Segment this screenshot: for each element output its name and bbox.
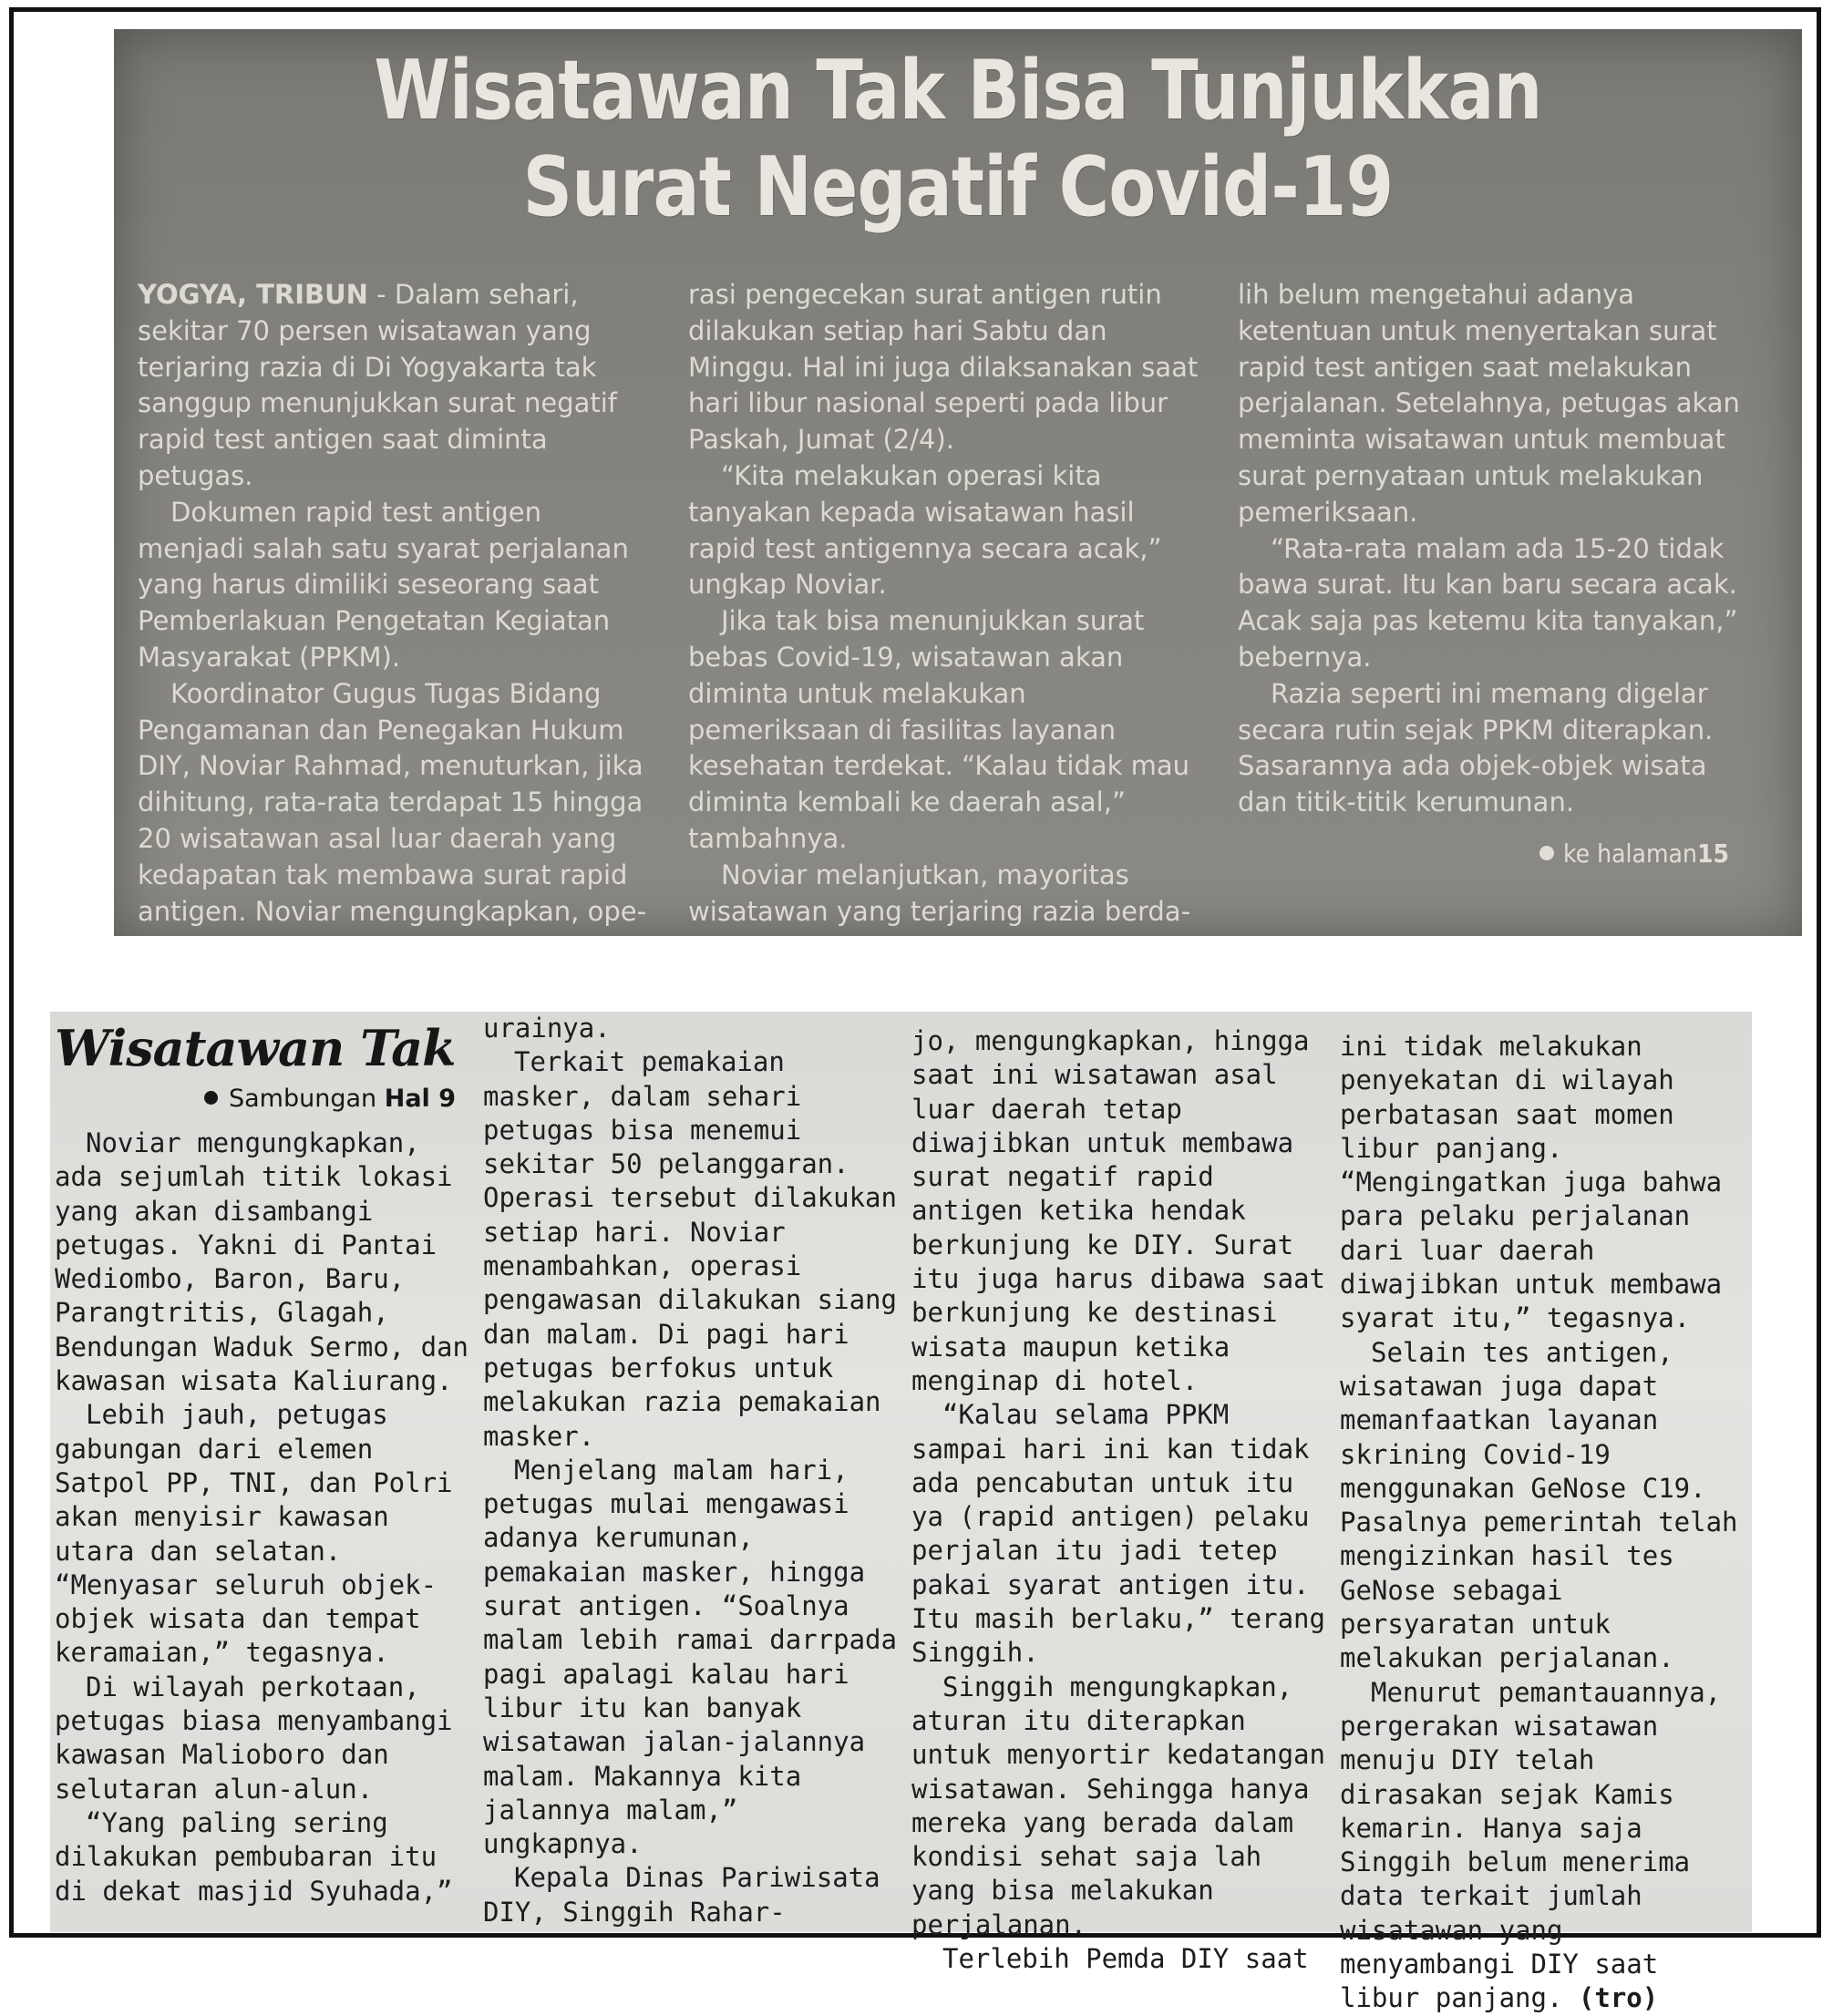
bottom-paragraph: Menjelang malam hari, petugas mulai mengawasi adanya kerumunan, pemakaian masker, hingga surat antigen. “Soalnya malam lebih ramai darrpada pagi apalagi kalau hari libur itu kan banyak wisatawan jalan-jalannya malam. Makannya kita jalannya malam,” ungkapnya.: [483, 1454, 897, 1860]
top-paragraph: Razia seperti ini memang digelar secara rutin sejak PPKM diterapkan. Sasarannya ada objek-objek wisata dan titik-titik kerumunan.: [1238, 677, 1714, 818]
continued-on-page: [1539, 838, 1729, 869]
top-paragraph: rasi pengecekan surat antigen rutin dilakukan setiap hari Sabtu dan Minggu. Hal ini juga dilaksanakan saat hari libur nasional seperti pada libur Paskah, Jumat (2/4).: [688, 279, 1199, 456]
bottom-paragraph: “Yang paling sering dilakukan pembubaran itu di dekat masjid Syuhada,”: [55, 1806, 453, 1907]
top-paragraph: Noviar melanjutkan, mayoritas wisatawan yang terjaring razia berda-: [688, 859, 1191, 927]
bottom-column-1: [55, 1126, 483, 1908]
author-signoff: (tro): [1578, 1982, 1659, 2014]
kicker-subtitle: [55, 1085, 456, 1113]
bottom-paragraph: ini tidak melakukan penyekatan di wilayah perbatasan saat momen libur panjang. “Mengingatkan juga bahwa para pelaku perjalanan dari luar daerah diwajibkan untuk membawa syarat itu,” tegasnya.: [1340, 1031, 1723, 1334]
bottom-paragraph: Selain tes antigen, wisatawan juga dapat memanfaatkan layanan skrining Covid-19 menggunakan GeNose C19. Pasalnya pemerintah telah mengizinkan hasil tes GeNose sebagai persyaratan untuk melakukan perjalanan.: [1340, 1336, 1738, 1674]
headline-line-2: Surat Negatif Covid-19: [522, 139, 1394, 235]
bottom-paragraph: Noviar mengungkapkan, ada sejumlah titik lokasi yang akan disambangi petugas. Yakni di Pantai Wediombo, Baron, Baru, Parangtritis, Glagah, Bendungan Waduk Sermo, dan kawasan wisata Kaliurang.: [55, 1127, 468, 1397]
top-paragraph: Koordinator Gugus Tugas Bidang Pengamanan dan Penegakan Hukum DIY, Noviar Rahmad, menuturkan, jika dihitung, rata-rata terdapat 15 hingga 20 wisatawan asal luar daerah yang kedapatan tak membawa surat rapid antigen. Noviar mengungkapkan, ope-: [138, 677, 647, 927]
continued-label: ke halaman: [1563, 838, 1697, 869]
kicker-title: Wisatawan Tak: [55, 1019, 456, 1077]
continuation-kicker: [55, 1012, 483, 1113]
top-paragraph: [138, 277, 655, 495]
bottom-paragraph: Lebih jauh, petugas gabungan dari elemen Satpol PP, TNI, dan Polri akan menyisir kawasan utara dan selatan. “Menyasar seluruh objek-objek wisata dan tempat keramaian,” tegasnya.: [55, 1399, 453, 1669]
bottom-paragraph: jo, mengungkapkan, hingga saat ini wisatawan asal luar daerah tetap diwajibkan untuk membawa surat negatif rapid antigen ketika hendak berkunjung ke DIY. Surat itu juga harus dibawa saat berkunjung ke destinasi wisata maupun ketika menginap di hotel.: [911, 1025, 1325, 1396]
kicker-label: Sambungan: [228, 1085, 377, 1113]
top-column-3: [1238, 277, 1757, 821]
bottom-paragraph: urainya.: [483, 1013, 611, 1044]
bullet-icon: [204, 1091, 218, 1105]
bottom-column-2: [483, 1012, 898, 1929]
top-column-2: [688, 277, 1206, 930]
bottom-column-4: [1340, 1030, 1750, 2016]
bottom-paragraph: Terkait pemakaian masker, dalam sehari petugas bisa menemui sekitar 50 pelanggaran. Operasi tersebut dilakukan setiap hari. Noviar menambahkan, operasi pengawasan dilakukan siang dan malam. Di pagi hari petugas berfokus untuk melakukan razia pemakaian masker.: [483, 1046, 897, 1452]
top-clipping: [114, 29, 1802, 936]
kicker-page: Hal 9: [384, 1085, 456, 1113]
headline-line-1: Wisatawan Tak Bisa Tunjukkan: [374, 43, 1542, 139]
dateline: YOGYA, TRIBUN: [138, 279, 368, 310]
top-paragraph: Dokumen rapid test antigen menjadi salah satu syarat perjalanan yang harus dimiliki seseorang saat Pemberlakuan Pengetatan Kegiatan Masyarakat (PPKM).: [138, 496, 629, 673]
top-paragraph: Jika tak bisa menunjukkan surat bebas Covid-19, wisatawan akan diminta untuk melakukan pemeriksaan di fasilitas layanan kesehatan terdekat. “Kalau tidak mau diminta kembali ke daerah asal,” tambahnya.: [688, 605, 1190, 854]
headline: [114, 43, 1802, 235]
top-paragraph: lih belum mengetahui adanya ketentuan untuk menyertakan surat rapid test antigen saat melakukan perjalanan. Setelahnya, petugas akan meminta wisatawan untuk membuat surat pernyataan untuk melakukan pemeriksaan.: [1238, 279, 1740, 528]
bottom-paragraph: [1340, 1676, 1750, 2016]
top-paragraph: “Rata-rata malam ada 15-20 tidak bawa surat. Itu kan baru secara acak. Acak saja pas ketemu kita tanyakan,” bebernya.: [1238, 532, 1738, 673]
top-paragraph: “Kita melakukan operasi kita tanyakan kepada wisatawan hasil rapid test antigennya secara acak,” ungkap Noviar.: [688, 459, 1162, 601]
bullet-icon: [1539, 846, 1554, 860]
paragraph-text: Menurut pemantauannya, pergerakan wisatawan menuju DIY telah dirasakan sejak Kamis kemarin. Hanya saja Singgih belum menerima data terkait jumlah wisatawan yang menyambangi DIY saat libur panjang.: [1340, 1676, 1722, 2014]
top-column-1: [138, 277, 655, 930]
bottom-clipping: [50, 1012, 1752, 2014]
continued-page-number: 15: [1696, 838, 1729, 869]
paragraph-text: - Dalam sehari, sekitar 70 persen wisatawan yang terjaring razia di Di Yogyakarta tak sanggup menunjukkan surat negatif rapid test antigen saat diminta petugas.: [138, 279, 618, 491]
bottom-paragraph: Terlebih Pemda DIY saat: [942, 1943, 1309, 1975]
bottom-paragraph: Di wilayah perkotaan, petugas biasa menyambangi kawasan Malioboro dan selutaran alun-alun.: [55, 1671, 453, 1805]
bottom-column-3: [911, 1024, 1335, 1976]
bottom-paragraph: Singgih mengungkapkan, aturan itu diterapkan untuk menyortir kedatangan wisatawan. Sehingga hanya mereka yang berada dalam kondisi sehat saja lah yang bisa melakukan perjalanan.: [911, 1671, 1325, 1940]
bottom-paragraph: Kepala Dinas Pariwisata DIY, Singgih Rahar-: [483, 1862, 880, 1928]
bottom-paragraph: “Kalau selama PPKM sampai hari ini kan tidak ada pencabutan untuk itu ya (rapid antigen) pelaku perjalan itu jadi tetep pakai syarat antigen itu. Itu masih berlaku,” terang Singgih.: [911, 1399, 1325, 1669]
